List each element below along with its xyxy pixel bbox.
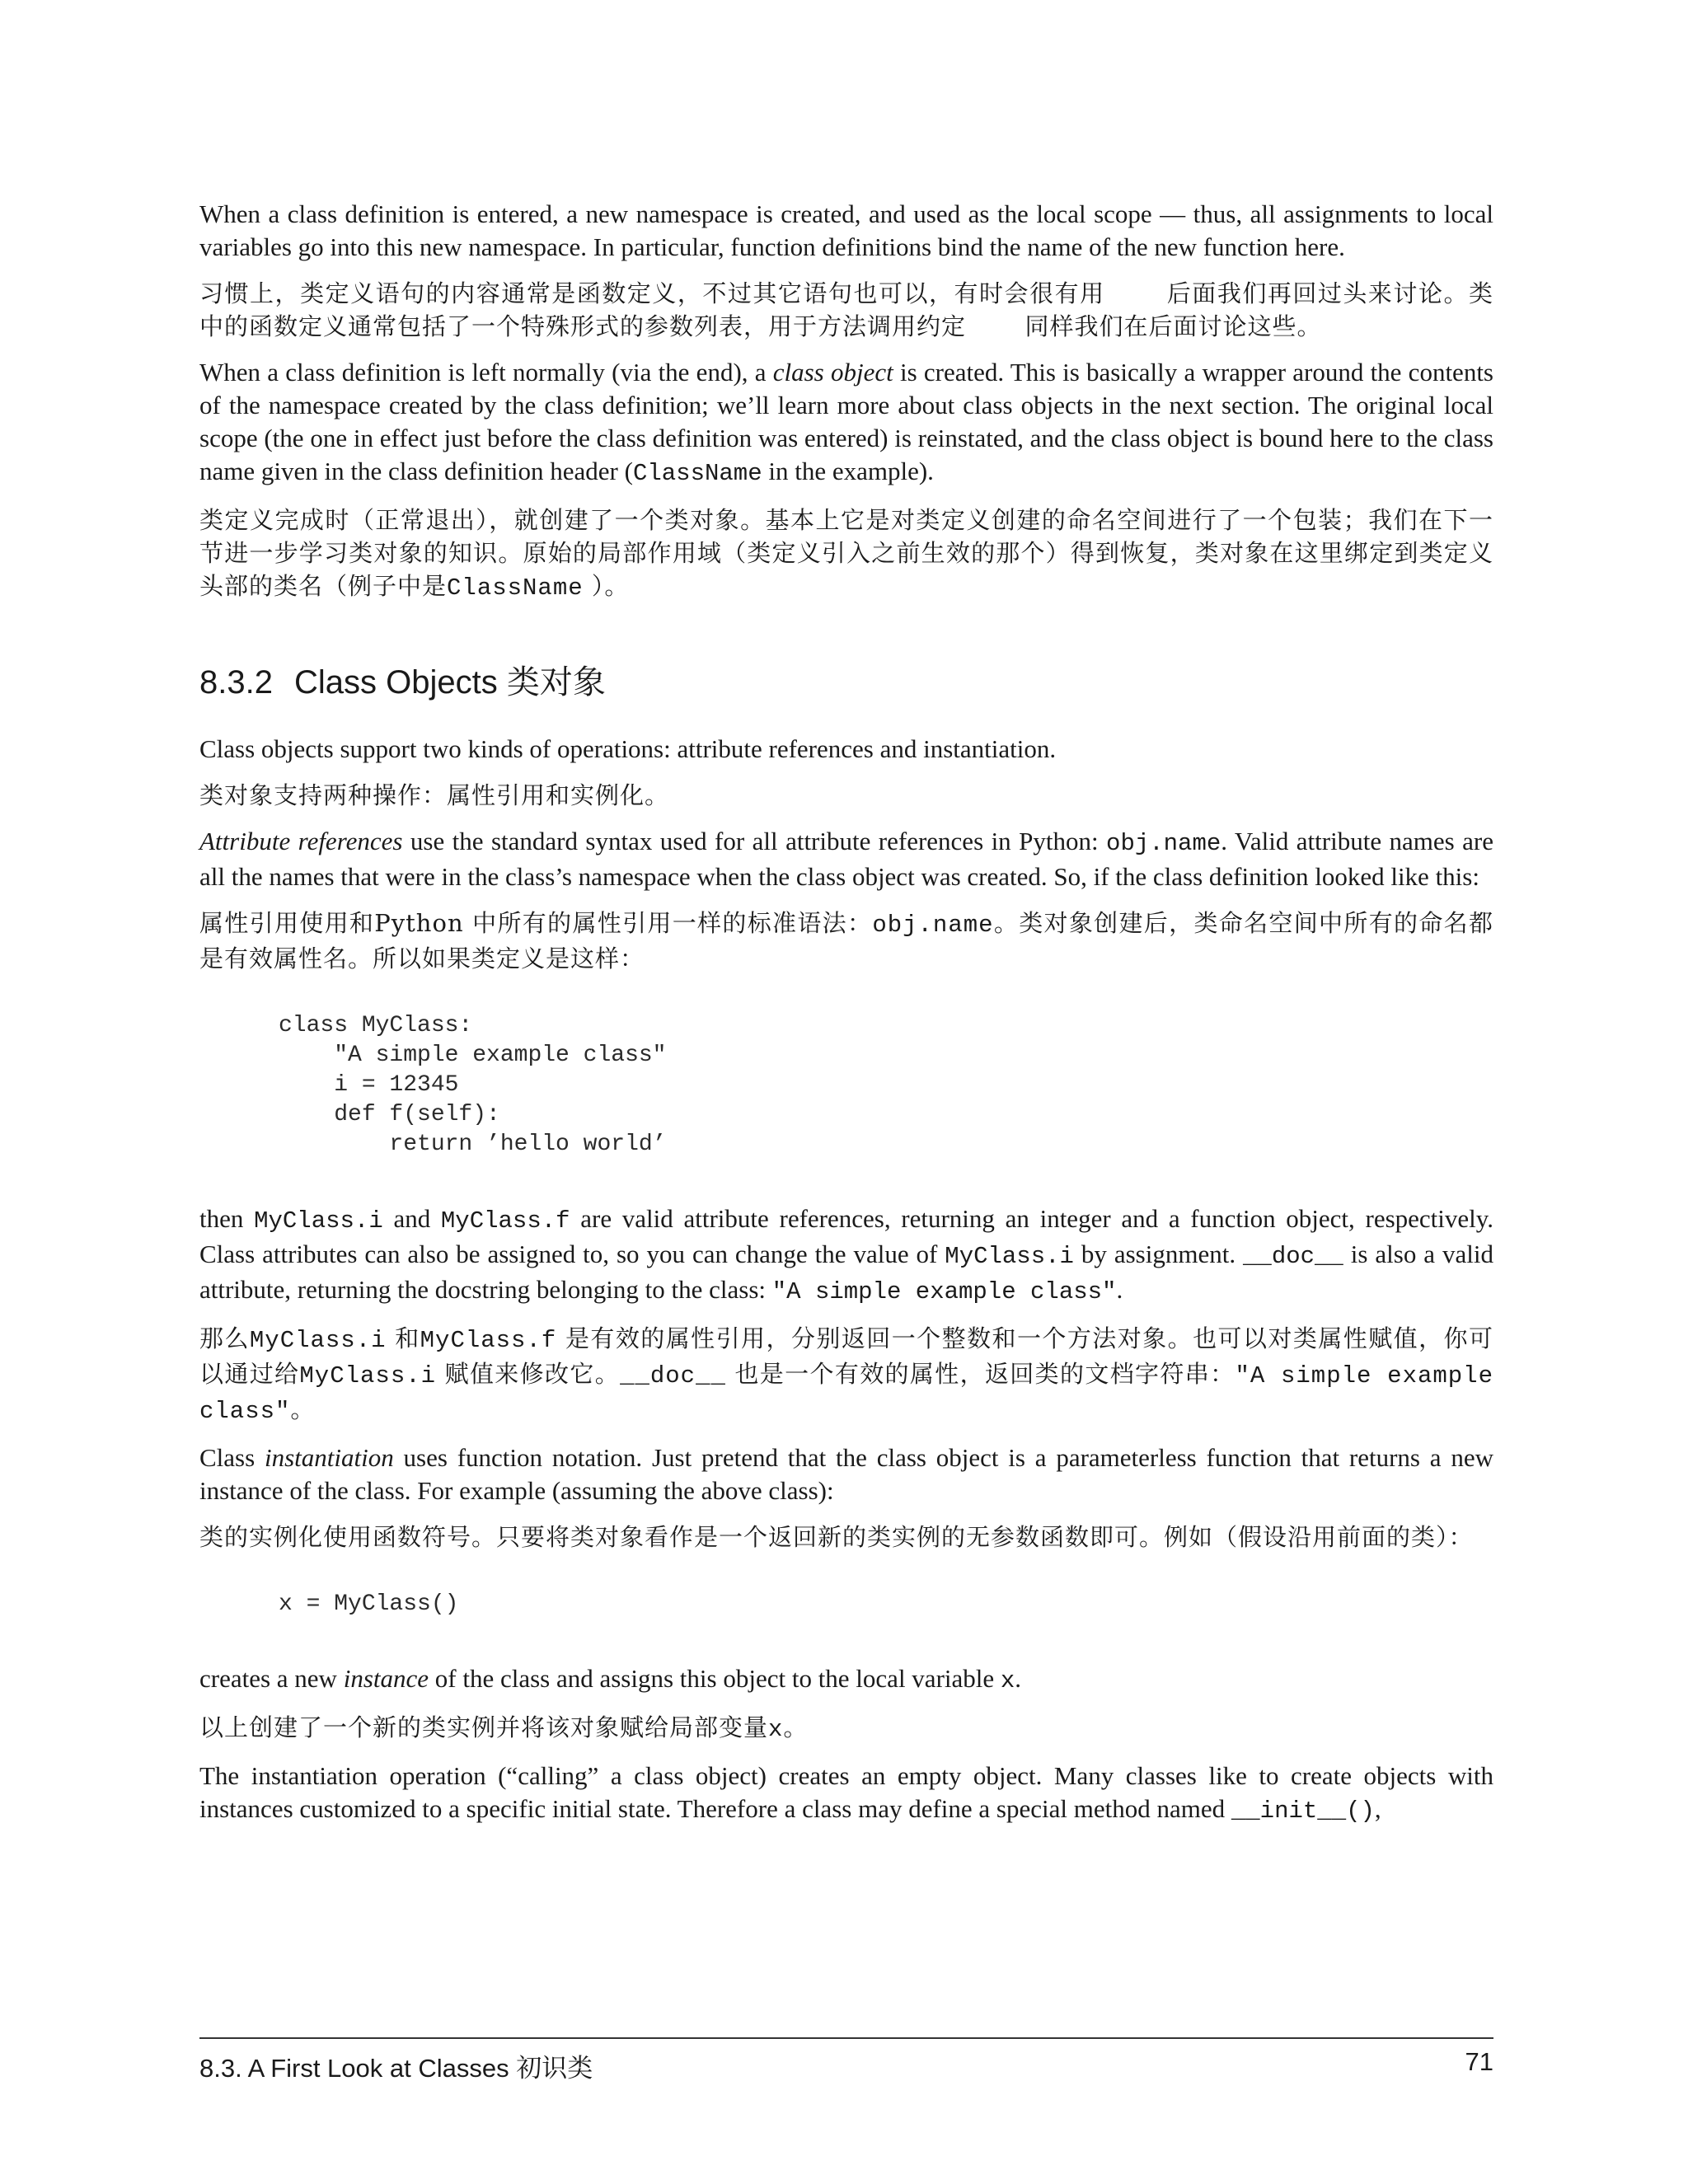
paragraph-new-instance-zh: 以上创建了一个新的类实例并将该对象赋给局部变量x。 (199, 1713, 809, 1743)
page-footer (199, 2037, 1493, 2084)
paragraph-valid-attributes: then MyClass.i and MyClass.f are valid attribute references, returning an integer and a function object, respectively. Class attributes can also be assigned to, so you can change the value of MyClass.i by assignment. __doc__ is also a valid attribute, returning the docstring belonging to the class: "A simple example class". (199, 1204, 1493, 1305)
paragraph-class-object-zh: 类定义完成时（正常退出），就创建了一个类对象。基本上它是对类定义创建的命名空间进行了一个包装；我们在下一节进一步学习类对象的知识。原始的局部作用域（类定义引入之前生效的那个）得到恢复，类对象在这里绑定到类定义头部的类名（例子中是ClassName ）。 (199, 506, 1493, 602)
paragraph-instantiation: Class instantiation uses function notation. Just pretend that the class object is a parameterless function that returns a new instance of the class. For example (assuming the above class): (199, 1443, 1493, 1505)
code-block-myclass: class MyClass: "A simple example class" i = 12345 def f(self): return ’hello world’ (279, 1013, 667, 1157)
paragraph-new-instance: creates a new instance of the class and assigns this object to the local variable x. (199, 1664, 1022, 1694)
paragraph-valid-attributes-zh: 那么MyClass.i 和MyClass.f 是有效的属性引用，分别返回一个整数和一个方法对象。也可以对类属性赋值，你可以通过给MyClass.i 赋值来修改它。__doc__ 也是一个有效的属性，返回类的文档字符串："A simple example class"。 (199, 1324, 1493, 1425)
footer-section-title: 8.3. A First Look at Classes 初识类 (199, 2054, 593, 2083)
paragraph-namespace: When a class definition is entered, a new namespace is created, and used as the local scope — thus, all assignments to local variables go into this new namespace. In particular, function definitions bind the name of the new function here. (199, 199, 1493, 261)
paragraph-operations: Class objects support two kinds of operations: attribute references and instantiation. (199, 734, 1057, 763)
section-heading: 8.3.2 Class Objects 类对象 (199, 664, 606, 701)
paragraph-attribute-references: Attribute references use the standard syntax used for all attribute references in Python: obj.name. Valid attribute names are all the names that were in the class’s namespace when the class object was created. So, if the class definition looked like this: (199, 827, 1493, 891)
paragraph-instantiation-zh: 类的实例化使用函数符号。只要将类对象看作是一个返回新的类实例的无参数函数即可。例如（假设沿用前面的类）： (199, 1523, 1474, 1551)
paragraph-init-method: The instantiation operation (“calling” a class object) creates an empty object. Many classes like to create objects with instances customized to a specific initial state. Therefore a class may define a special method named __init__(), (199, 1761, 1493, 1825)
paragraph-namespace-zh: 习惯上，类定义语句的内容通常是函数定义，不过其它语句也可以，有时会很有用 后面我们再回过头来讨论。类中的函数定义通常包括了一个特殊形式的参数列表，用于方法调用约定 同样我们在后面讨论这些。 (199, 279, 1493, 340)
document-page (199, 198, 1493, 1841)
paragraph-operations-zh: 类对象支持两种操作：属性引用和实例化。 (199, 781, 670, 809)
paragraph-attribute-references-zh: 属性引用使用和Python 中所有的属性引用一样的标准语法：obj.name。类对象创建后，类命名空间中所有的命名都是有效属性名。所以如果类定义是这样： (199, 909, 1493, 972)
page-number: 71 (1465, 2047, 1493, 2076)
paragraph-class-object: When a class definition is left normally (via the end), a class object is created. This is basically a wrapper around the contents of the namespace created by the class definition; we’ll learn more about class objects in the next section. The original local scope (the one in effect just before the class definition was entered) is reinstated, and the class object is bound here to the class name given in the class definition header (ClassName in the example). (199, 358, 1493, 487)
code-block-instantiate: x = MyClass() (279, 1591, 459, 1617)
